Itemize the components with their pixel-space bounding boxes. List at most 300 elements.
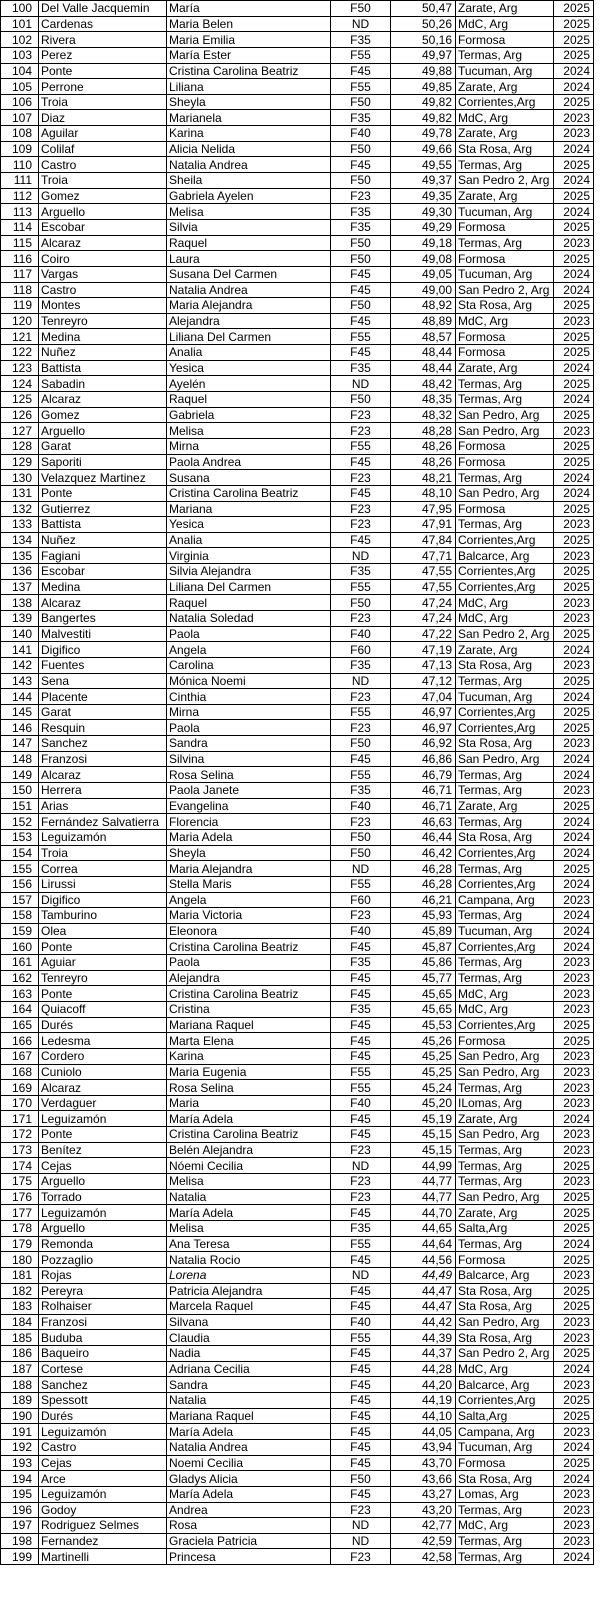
last-name-cell: Perez [39,47,167,63]
year-cell: 2025 [554,32,594,48]
year-cell: 2024 [554,845,594,861]
first-name-cell: Karina [167,1048,331,1064]
year-cell: 2025 [554,1408,594,1424]
rank-cell: 113 [1,204,39,220]
year-cell: 2025 [554,345,594,361]
rank-cell: 108 [1,126,39,142]
score-cell: 48,26 [391,454,456,470]
rank-cell: 134 [1,532,39,548]
score-cell: 49,05 [391,266,456,282]
last-name-cell: Sena [39,673,167,689]
category-cell: F23 [331,407,391,423]
category-cell: F55 [331,1064,391,1080]
location-cell: Termas, Arg [456,157,554,173]
year-cell: 2025 [554,219,594,235]
score-cell: 50,26 [391,16,456,32]
table-row [1,204,594,220]
category-cell: F45 [331,1408,391,1424]
location-cell: Termas, Arg [456,392,554,408]
category-cell: F45 [331,1111,391,1127]
year-cell: 2024 [554,1439,594,1455]
last-name-cell: Garat [39,704,167,720]
table-row [1,1361,594,1377]
score-cell: 46,86 [391,751,456,767]
score-cell: 49,00 [391,282,456,298]
table-row [1,1,594,17]
last-name-cell: Ponte [39,1127,167,1143]
location-cell: Balcarce, Arg [456,1267,554,1283]
last-name-cell: Cardenas [39,16,167,32]
year-cell: 2024 [554,204,594,220]
year-cell: 2023 [554,955,594,971]
rank-cell: 199 [1,1549,39,1565]
last-name-cell: Godoy [39,1502,167,1518]
location-cell: MdC, Arg [456,313,554,329]
last-name-cell: Leguizamón [39,1486,167,1502]
score-cell: 44,77 [391,1174,456,1190]
score-cell: 48,44 [391,360,456,376]
location-cell: Sta Rosa, Arg [456,1471,554,1487]
last-name-cell: Franzosi [39,751,167,767]
score-cell: 49,29 [391,219,456,235]
year-cell: 2024 [554,829,594,845]
location-cell: Zarate, Arg [456,1111,554,1127]
first-name-cell: Patricia Alejandra [167,1283,331,1299]
table-row [1,298,594,314]
year-cell: 2025 [554,157,594,173]
first-name-cell: Cristina Carolina Beatriz [167,986,331,1002]
score-cell: 46,44 [391,829,456,845]
year-cell: 2024 [554,876,594,892]
rank-cell: 116 [1,251,39,267]
category-cell: F55 [331,1236,391,1252]
year-cell: 2025 [554,798,594,814]
score-cell: 47,04 [391,689,456,705]
category-cell: F23 [331,517,391,533]
last-name-cell: Troia [39,173,167,189]
first-name-cell: Melisa [167,204,331,220]
first-name-cell: Natalia Andrea [167,1439,331,1455]
table-row [1,1346,594,1362]
location-cell: Corrientes,Arg [456,1393,554,1409]
year-cell: 2025 [554,1205,594,1221]
year-cell: 2025 [554,1189,594,1205]
category-cell: ND [331,861,391,877]
rank-cell: 170 [1,1095,39,1111]
first-name-cell: Natalia Andrea [167,282,331,298]
rank-cell: 167 [1,1048,39,1064]
table-row [1,1533,594,1549]
rank-cell: 141 [1,642,39,658]
score-cell: 44,42 [391,1314,456,1330]
rank-cell: 147 [1,736,39,752]
location-cell: Zarate, Arg [456,79,554,95]
score-cell: 42,58 [391,1549,456,1565]
rank-cell: 125 [1,392,39,408]
rank-cell: 118 [1,282,39,298]
category-cell: F50 [331,298,391,314]
rank-cell: 102 [1,32,39,48]
rank-cell: 143 [1,673,39,689]
first-name-cell: Lorena [167,1267,331,1283]
table-row [1,329,594,345]
score-cell: 44,65 [391,1220,456,1236]
table-row [1,376,594,392]
location-cell: San Pedro, Arg [456,1048,554,1064]
score-cell: 44,20 [391,1377,456,1393]
table-row [1,1174,594,1190]
table-row [1,939,594,955]
rank-cell: 156 [1,876,39,892]
year-cell: 2024 [554,689,594,705]
score-cell: 43,70 [391,1455,456,1471]
category-cell: F45 [331,1299,391,1315]
last-name-cell: Fagiani [39,548,167,564]
first-name-cell: María Ester [167,47,331,63]
last-name-cell: Sanchez [39,736,167,752]
first-name-cell: Gladys Alicia [167,1471,331,1487]
first-name-cell: Alejandra [167,313,331,329]
first-name-cell: Raquel [167,595,331,611]
first-name-cell: Princesa [167,1549,331,1565]
first-name-cell: Adriana Cecilia [167,1361,331,1377]
year-cell: 2023 [554,548,594,564]
table-row [1,798,594,814]
year-cell: 2025 [554,1,594,17]
location-cell: Corrientes,Arg [456,94,554,110]
last-name-cell: Ledesma [39,1033,167,1049]
year-cell: 2023 [554,1518,594,1534]
location-cell: Campana, Arg [456,1424,554,1440]
category-cell: F50 [331,829,391,845]
category-cell: F35 [331,955,391,971]
table-row [1,188,594,204]
year-cell: 2025 [554,407,594,423]
rank-cell: 152 [1,814,39,830]
rank-cell: 149 [1,767,39,783]
rank-cell: 130 [1,470,39,486]
last-name-cell: Medina [39,329,167,345]
rank-cell: 126 [1,407,39,423]
rank-cell: 186 [1,1346,39,1362]
year-cell: 2024 [554,751,594,767]
last-name-cell: Colilaf [39,141,167,157]
first-name-cell: Mónica Noemi [167,673,331,689]
category-cell: F50 [331,1471,391,1487]
score-cell: 47,12 [391,673,456,689]
last-name-cell: Alcaraz [39,767,167,783]
category-cell: F45 [331,1205,391,1221]
rank-cell: 153 [1,829,39,845]
category-cell: F50 [331,173,391,189]
first-name-cell: Raquel [167,392,331,408]
year-cell: 2024 [554,141,594,157]
last-name-cell: Durés [39,1408,167,1424]
category-cell: F35 [331,1002,391,1018]
rank-cell: 112 [1,188,39,204]
last-name-cell: Castro [39,282,167,298]
score-cell: 45,25 [391,1064,456,1080]
rank-cell: 154 [1,845,39,861]
score-cell: 47,24 [391,595,456,611]
table-row [1,1033,594,1049]
location-cell: Tucuman, Arg [456,266,554,282]
year-cell: 2025 [554,438,594,454]
rank-cell: 166 [1,1033,39,1049]
last-name-cell: Lirussi [39,876,167,892]
category-cell: F45 [331,1283,391,1299]
last-name-cell: Gomez [39,188,167,204]
first-name-cell: Marta Elena [167,1033,331,1049]
score-cell: 48,57 [391,329,456,345]
last-name-cell: Martinelli [39,1549,167,1565]
location-cell: Corrientes,Arg [456,1017,554,1033]
last-name-cell: Ponte [39,986,167,1002]
table-row [1,407,594,423]
location-cell: Tucuman, Arg [456,204,554,220]
first-name-cell: Sheila [167,173,331,189]
rank-cell: 106 [1,94,39,110]
last-name-cell: Rolhaiser [39,1299,167,1315]
category-cell: ND [331,16,391,32]
rank-cell: 175 [1,1174,39,1190]
table-row [1,845,594,861]
location-cell: Formosa [456,501,554,517]
location-cell: Zarate, Arg [456,642,554,658]
location-cell: Termas, Arg [456,814,554,830]
rank-cell: 145 [1,704,39,720]
category-cell: F55 [331,704,391,720]
rank-cell: 136 [1,564,39,580]
category-cell: F23 [331,610,391,626]
first-name-cell: Cristina Carolina Beatriz [167,63,331,79]
score-cell: 44,37 [391,1346,456,1362]
first-name-cell: Sandra [167,1377,331,1393]
score-cell: 50,47 [391,1,456,17]
category-cell: F23 [331,1174,391,1190]
table-row [1,235,594,251]
table-row [1,595,594,611]
score-cell: 45,20 [391,1095,456,1111]
rank-cell: 191 [1,1424,39,1440]
location-cell: San Pedro, Arg [456,1189,554,1205]
table-row [1,282,594,298]
location-cell: MdC, Arg [456,110,554,126]
rank-cell: 103 [1,47,39,63]
score-cell: 48,32 [391,407,456,423]
rank-cell: 163 [1,986,39,1002]
year-cell: 2024 [554,470,594,486]
location-cell: San Pedro, Arg [456,407,554,423]
location-cell: ILomas, Arg [456,1095,554,1111]
table-row [1,454,594,470]
location-cell: Tucuman, Arg [456,689,554,705]
year-cell: 2023 [554,1127,594,1143]
score-cell: 43,66 [391,1471,456,1487]
year-cell: 2025 [554,626,594,642]
location-cell: MdC, Arg [456,595,554,611]
table-row [1,1095,594,1111]
category-cell: F50 [331,94,391,110]
category-cell: F35 [331,360,391,376]
table-row [1,986,594,1002]
last-name-cell: Herrera [39,783,167,799]
year-cell: 2025 [554,704,594,720]
rank-cell: 119 [1,298,39,314]
category-cell: F35 [331,219,391,235]
last-name-cell: Olea [39,923,167,939]
first-name-cell: Nóemi Cecilia [167,1158,331,1174]
location-cell: Zarate, Arg [456,1,554,17]
year-cell: 2023 [554,235,594,251]
last-name-cell: Aguiar [39,955,167,971]
location-cell: MdC, Arg [456,16,554,32]
category-cell: F45 [331,1377,391,1393]
last-name-cell: Rivera [39,32,167,48]
category-cell: F50 [331,235,391,251]
score-cell: 49,30 [391,204,456,220]
location-cell: Formosa [456,219,554,235]
table-row [1,1408,594,1424]
table-row [1,955,594,971]
year-cell: 2024 [554,939,594,955]
category-cell: ND [331,1518,391,1534]
score-cell: 46,97 [391,704,456,720]
first-name-cell: Paola Janete [167,783,331,799]
year-cell: 2023 [554,1424,594,1440]
rank-cell: 133 [1,517,39,533]
last-name-cell: Ponte [39,485,167,501]
table-row [1,219,594,235]
table-row [1,345,594,361]
table-row [1,485,594,501]
year-cell: 2023 [554,313,594,329]
table-row [1,1189,594,1205]
table-row [1,438,594,454]
table-row [1,673,594,689]
location-cell: MdC, Arg [456,1518,554,1534]
first-name-cell: María Adela [167,1424,331,1440]
last-name-cell: Arguello [39,423,167,439]
category-cell: F45 [331,1393,391,1409]
location-cell: San Pedro 2, Arg [456,282,554,298]
location-cell: Termas, Arg [456,783,554,799]
score-cell: 46,71 [391,783,456,799]
year-cell: 2025 [554,1346,594,1362]
year-cell: 2023 [554,1502,594,1518]
first-name-cell: Susana Del Carmen [167,266,331,282]
table-row [1,642,594,658]
category-cell: F45 [331,532,391,548]
category-cell: F23 [331,1549,391,1565]
score-cell: 45,89 [391,923,456,939]
rank-cell: 181 [1,1267,39,1283]
rank-cell: 124 [1,376,39,392]
last-name-cell: Verdaguer [39,1095,167,1111]
location-cell: Termas, Arg [456,1142,554,1158]
year-cell: 2025 [554,532,594,548]
rank-cell: 187 [1,1361,39,1377]
first-name-cell: Cristina Carolina Beatriz [167,1127,331,1143]
category-cell: F45 [331,313,391,329]
category-cell: ND [331,548,391,564]
category-cell: F35 [331,1220,391,1236]
score-cell: 46,63 [391,814,456,830]
rank-cell: 177 [1,1205,39,1221]
first-name-cell: Ana Teresa [167,1236,331,1252]
year-cell: 2023 [554,970,594,986]
last-name-cell: Coiro [39,251,167,267]
first-name-cell: Raquel [167,235,331,251]
location-cell: Zarate, Arg [456,798,554,814]
location-cell: Sta Rosa, Arg [456,829,554,845]
rank-cell: 192 [1,1439,39,1455]
category-cell: F55 [331,579,391,595]
first-name-cell: Silvia Alejandra [167,564,331,580]
location-cell: Sta Rosa, Arg [456,1330,554,1346]
first-name-cell: Silvina [167,751,331,767]
score-cell: 47,55 [391,564,456,580]
table-row [1,626,594,642]
rank-cell: 183 [1,1299,39,1315]
score-cell: 44,64 [391,1236,456,1252]
year-cell: 2025 [554,298,594,314]
last-name-cell: Cortese [39,1361,167,1377]
last-name-cell: Arias [39,798,167,814]
table-row [1,501,594,517]
year-cell: 2023 [554,517,594,533]
last-name-cell: Fernandez [39,1533,167,1549]
location-cell: San Pedro 2, Arg [456,626,554,642]
table-row [1,923,594,939]
score-cell: 44,28 [391,1361,456,1377]
category-cell: F23 [331,720,391,736]
rank-cell: 140 [1,626,39,642]
category-cell: F55 [331,329,391,345]
location-cell: Zarate, Arg [456,126,554,142]
first-name-cell: Mariana [167,501,331,517]
first-name-cell: Alejandra [167,970,331,986]
first-name-cell: Yesica [167,517,331,533]
year-cell: 2024 [554,485,594,501]
rank-cell: 131 [1,485,39,501]
last-name-cell: Arguello [39,1174,167,1190]
first-name-cell: Analia [167,345,331,361]
last-name-cell: Leguizamón [39,1205,167,1221]
first-name-cell: Melisa [167,423,331,439]
table-row [1,1299,594,1315]
last-name-cell: Leguizamón [39,1424,167,1440]
first-name-cell: Cristina Carolina Beatriz [167,485,331,501]
rank-cell: 189 [1,1393,39,1409]
score-cell: 50,16 [391,32,456,48]
table-row [1,313,594,329]
first-name-cell: Angela [167,642,331,658]
first-name-cell: Maria Alejandra [167,861,331,877]
table-row [1,517,594,533]
table-row [1,1424,594,1440]
location-cell: Corrientes,Arg [456,532,554,548]
category-cell: F50 [331,141,391,157]
table-row [1,1267,594,1283]
year-cell: 2025 [554,579,594,595]
table-row [1,360,594,376]
category-cell: F45 [331,1017,391,1033]
location-cell: Sta Rosa, Arg [456,1299,554,1315]
category-cell: F50 [331,251,391,267]
year-cell: 2025 [554,1220,594,1236]
last-name-cell: Cejas [39,1455,167,1471]
